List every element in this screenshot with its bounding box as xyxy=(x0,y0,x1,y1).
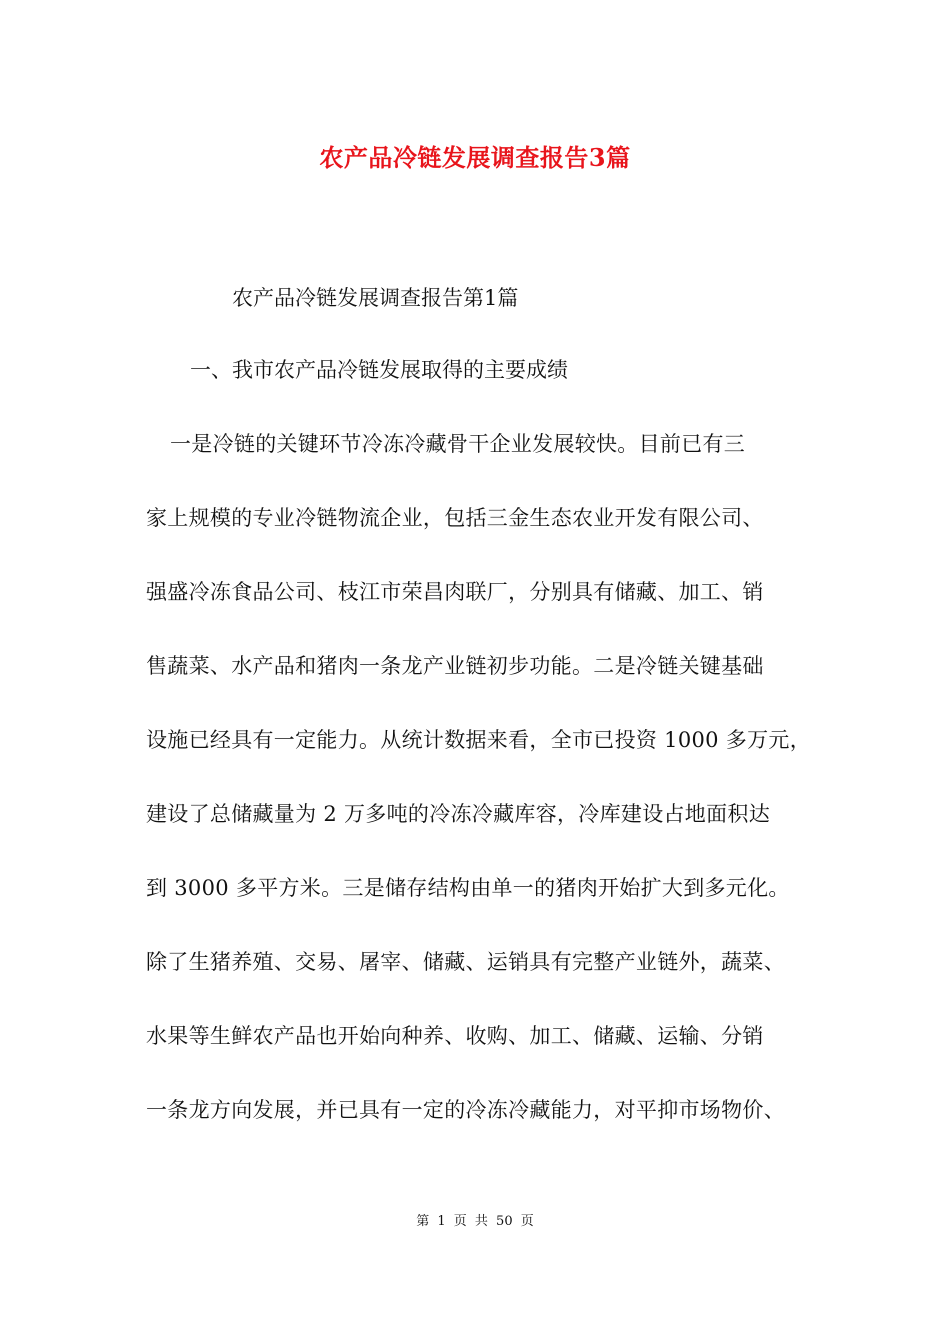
body-line: 设施已经具有一定能力。从统计数据来看，全市已投资 1000 多万元， xyxy=(146,728,811,752)
body-line: 到 3000 多平方米。三是储存结构由单一的猪肉开始扩大到多元化。 xyxy=(146,876,790,900)
body-line: 建设了总储藏量为 2 万多吨的冷冻冷藏库容，冷库建设占地面积达 xyxy=(146,802,771,826)
body-line: 售蔬菜、水产品和猪肉一条龙产业链初步功能。二是冷链关键基础 xyxy=(146,654,764,678)
body-line: 家上规模的专业冷链物流企业，包括三金生态农业开发有限公司、 xyxy=(146,506,764,530)
body-line: 水果等生鲜农产品也开始向种养、收购、加工、储藏、运输、分销 xyxy=(146,1024,764,1048)
section-heading: 一、我市农产品冷链发展取得的主要成绩 xyxy=(190,358,568,382)
body-line: 强盛冷冻食品公司、枝江市荣昌肉联厂，分别具有储藏、加工、销 xyxy=(146,580,764,604)
body-line: 除了生猪养殖、交易、屠宰、储藏、运销具有完整产业链外，蔬菜、 xyxy=(146,950,785,974)
report-subtitle: 农产品冷链发展调查报告第1篇 xyxy=(232,286,519,310)
body-line: 一条龙方向发展，并已具有一定的冷冻冷藏能力，对平抑市场物价、 xyxy=(146,1098,785,1122)
page-number-footer: 第 1 页 共 50 页 xyxy=(416,1214,534,1229)
body-line: 一是冷链的关键环节冷冻冷藏骨干企业发展较快。目前已有三 xyxy=(170,432,746,456)
document-title: 农产品冷链发展调查报告3篇 xyxy=(319,143,631,172)
